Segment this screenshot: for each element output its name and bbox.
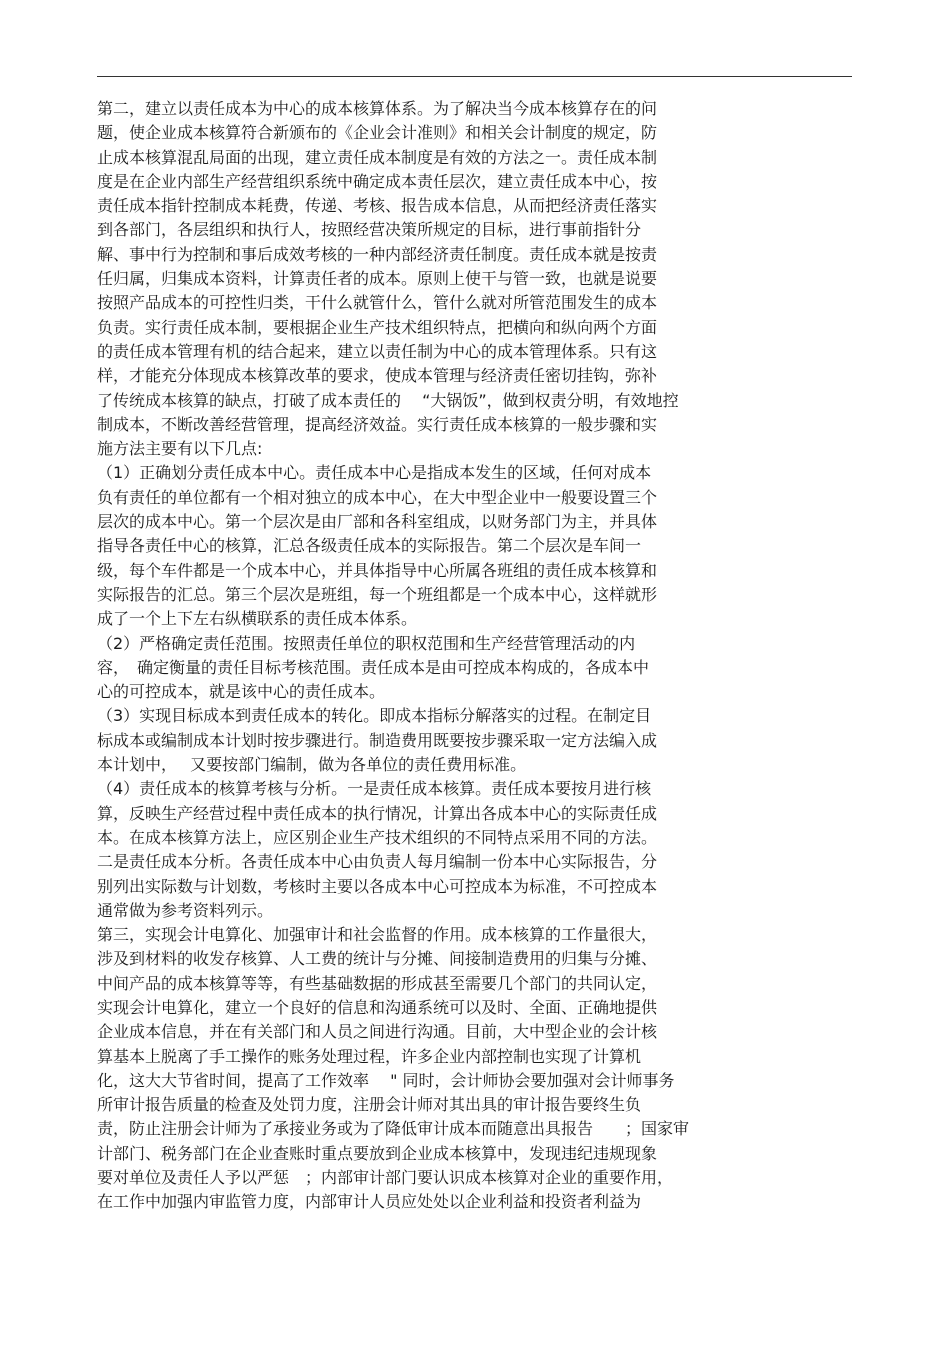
- text-line: 样，才能充分体现成本核算改革的要求，使成本管理与经济责任密切挂钩，弥补: [97, 366, 658, 386]
- text-line: 级，每个车件都是一个成本中心，并具体指导中心所属各班组的责任成本核算和: [97, 560, 658, 580]
- text-line: 的责任成本管理有机的结合起来，建立以责任制为中心的成本管理体系。只有这: [97, 341, 658, 361]
- text-line: 计部门、税务部门在企业查账时重点要放到企业成本核算中，发现违纪违规现象: [97, 1143, 658, 1163]
- text-line: 成了一个上下左右纵横联系的责任成本体系。: [97, 609, 418, 629]
- text-line: （3）实现目标成本到责任成本的转化。即成本指标分解落实的过程。在制定目: [97, 706, 652, 726]
- text-line: 责任成本指针控制成本耗费，传递、考核、报告成本信息，从而把经济责任落实: [97, 196, 658, 216]
- text-line: 实现会计电算化，建立一个良好的信息和沟通系统可以及时、全面、正确地提供: [97, 997, 658, 1017]
- text-line: 了传统成本核算的缺点，打破了成本责任的 “大锅饭”，做到权责分明，有效地控: [97, 390, 679, 410]
- text-line: 题，使企业成本核算符合新颁布的《企业会计准则》和相关会计制度的规定，防: [97, 123, 658, 143]
- header-rule: [97, 76, 852, 77]
- text-line: 二是责任成本分析。各责任成本中心由负责人每月编制一份本中心实际报告，分: [97, 852, 658, 872]
- text-line: 第二，建立以责任成本为中心的成本核算体系。为了解决当今成本核算存在的问: [97, 99, 658, 118]
- text-line: 制成本，不断改善经营管理，提高经济效益。实行责任成本核算的一般步骤和实: [97, 414, 658, 434]
- text-line: 算，反映生产经营过程中责任成本的执行情况，计算出各成本中心的实际责任成: [97, 803, 658, 823]
- text-line: 责，防止注册会计师为了承接业务或为了降低审计成本而随意出具报告 ；国家审: [97, 1119, 690, 1139]
- text-line: 在工作中加强内审监管力度，内部审计人员应处处以企业利益和投资者利益为: [97, 1192, 642, 1212]
- text-line: （4）责任成本的核算考核与分析。一是责任成本核算。责任成本要按月进行核: [97, 779, 652, 799]
- text-line: 实际报告的汇总。第三个层次是班组，每一个班组都是一个成本中心，这样就形: [97, 584, 658, 604]
- text-line: 本。在成本核算方法上，应区别企业生产技术组织的不同特点采用不同的方法。: [97, 827, 658, 847]
- text-line: 第三，实现会计电算化、加强审计和社会监督的作用。成本核算的工作量很大，: [97, 925, 658, 945]
- text-line: （1）正确划分责任成本中心。责任成本中心是指成本发生的区域，任何对成本: [97, 463, 652, 483]
- text-line: 本计划中， 又要按部门编制，做为各单位的责任费用标准。: [97, 755, 527, 775]
- text-line: 心的可控成本，就是该中心的责任成本。: [97, 682, 386, 702]
- text-line: （2）严格确定责任范围。按照责任单位的职权范围和生产经营管理活动的内: [97, 633, 636, 653]
- text-line: 别列出实际数与计划数，考核时主要以各成本中心可控成本为标准，不可控成本: [97, 876, 658, 896]
- text-line: 标成本或编制成本计划时按步骤进行。制造费用既要按步骤采取一定方法编入成: [97, 730, 658, 750]
- text-line: 施方法主要有以下几点:: [97, 439, 263, 459]
- text-line: 度是在企业内部生产经营组织系统中确定成本责任层次，建立责任成本中心，按: [97, 171, 658, 191]
- text-line: 任归属，归集成本资料，计算责任者的成本。原则上使干与管一致，也就是说要: [97, 269, 658, 289]
- text-line: 企业成本信息，并在有关部门和人员之间进行沟通。目前，大中型企业的会计核: [97, 1022, 658, 1042]
- text-line: 通常做为参考资料列示。: [97, 900, 274, 920]
- text-line: 负责。实行责任成本制，要根据企业生产技术组织特点，把横向和纵向两个方面: [97, 317, 658, 337]
- text-line: 要对单位及责任人予以严惩 ；内部审计部门要认识成本核算对企业的重要作用，: [97, 1168, 674, 1188]
- text-line: 中间产品的成本核算等等，有些基础数据的形成甚至需要几个部门的共同认定，: [97, 973, 658, 993]
- text-line: 解、事中行为控制和事后成效考核的一种内部经济责任制度。责任成本就是按责: [97, 244, 658, 264]
- text-line: 指导各责任中心的核算，汇总各级责任成本的实际报告。第二个层次是车间一: [97, 536, 642, 556]
- text-line: 止成本核算混乱局面的出现，建立责任成本制度是有效的方法之一。责任成本制: [97, 147, 658, 167]
- text-line: 涉及到材料的收发存核算、人工费的统计与分摊、间接制造费用的归集与分摊、: [97, 949, 658, 969]
- text-line: 层次的成本中心。第一个层次是由厂部和各科室组成，以财务部门为主，并具体: [97, 512, 658, 532]
- text-line: 所审计报告质量的检查及处罚力度，注册会计师对其出具的审计报告要终生负: [97, 1095, 642, 1115]
- text-line: 算基本上脱离了手工操作的账务处理过程，许多企业内部控制也实现了计算机: [97, 1046, 642, 1066]
- text-line: 化，这大大节省时间，提高了工作效率 " 同时，会计师协会要加强对会计师事务: [97, 1070, 675, 1090]
- text-line: 按照产品成本的可控性归类，干什么就管什么，管什么就对所管范围发生的成本: [97, 293, 658, 313]
- text-line: 到各部门，各层组织和执行人，按照经营决策所规定的目标，进行事前指针分: [97, 220, 642, 240]
- text-line: 容， 确定衡量的责任目标考核范围。责任成本是由可控成本构成的，各成本中: [97, 657, 650, 677]
- text-line: 负有责任的单位都有一个相对独立的成本中心，在大中型企业中一般要设置三个: [97, 487, 658, 507]
- body-text: [97, 97, 777, 1215]
